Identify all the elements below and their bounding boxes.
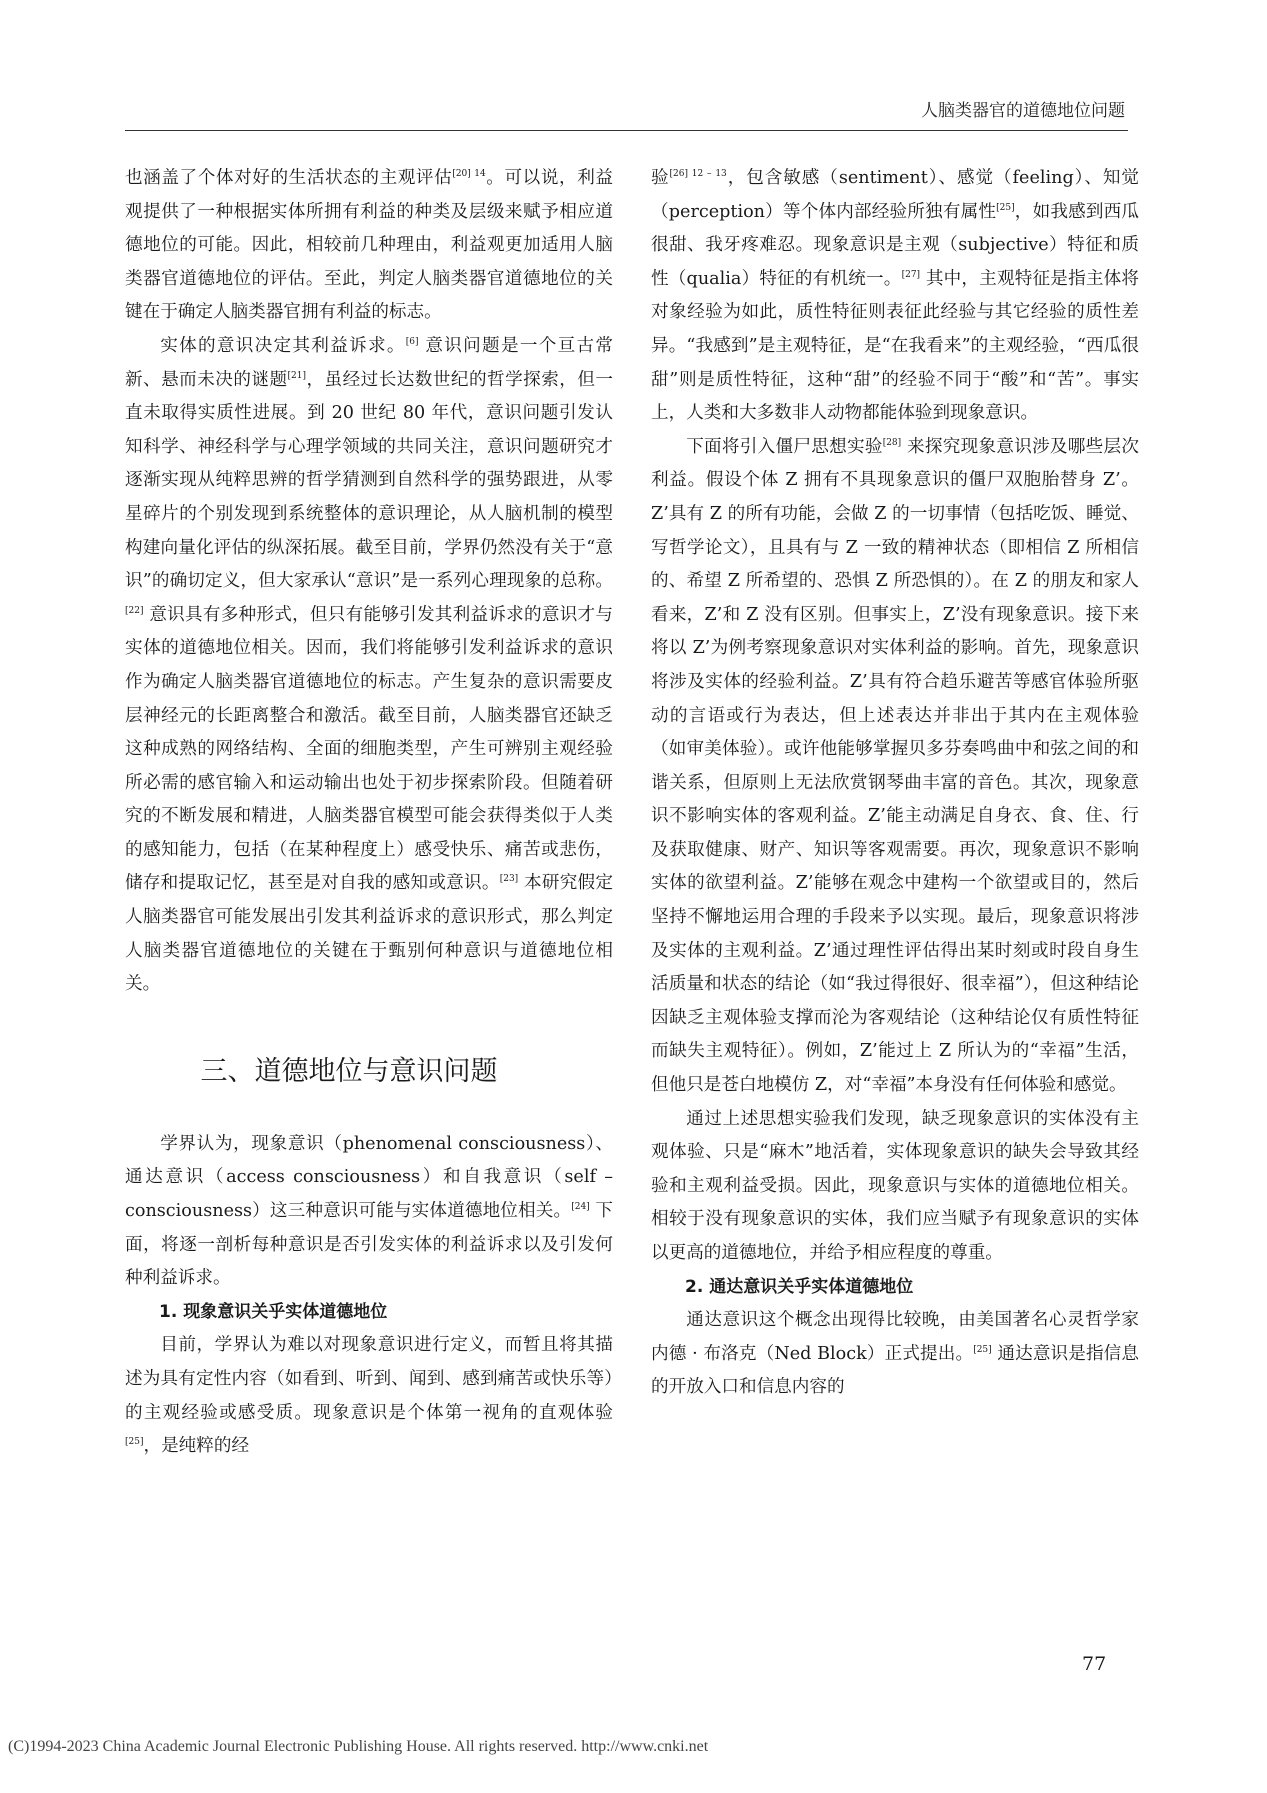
paragraph-text: 来探究现象意识涉及哪些层次利益。假设个体 Z 拥有不具现象意识的僵尸双胞胎替身 Z’。Z’具有 Z 的所有功能，会做 Z 的一切事情（包括吃饭、睡觉、写哲学论文），且具有与 Z 一致的精神状态（即相信 Z 所相信的、希望 Z 所希望的、恐惧 Z 所恐惧的）。在 Z 的朋友和家人看来，Z’和 Z 没有区别。但事实上，Z’没有现象意识。接下来将以 Z’为例考察现象意识对实体利益的影响。首先，现象意识将涉及实体的经验利益。Z’具有符合趋乐避苦等感官体验所驱动的言语或行为表达，但上述表达并非出于其内在主观体验（如审美体验）。或许他能够掌握贝多芬奏鸣曲中和弦之间的和谐关系，但原则上无法欣赏钢琴曲丰富的音色。其次，现象意识不影响实体的客观利益。Z’能主动满足自身衣、食、住、行及获取健康、财产、知识等客观需要。再次，现象意识不影响实体的欲望利益。Z’能够在观念中建构一个欲望或目的，然后坚持不懈地运用合理的手段来予以实现。最后，现象意识将涉及实体的主观利益。Z’通过理性评估得出某时刻或时段自身生活质量和状态的结论（如“我过得很好、很幸福”），但这种结论因缺乏主观体验支撑而沦为客观结论（这种结论仅有质性特征而缺失主观特征）。例如，Z’能过上 Z 所认为的“幸福”生活，但他只是苍白地模仿 Z，对“幸福”本身没有任何体验和感觉。 — [651, 436, 1139, 1096]
citation: [6] — [405, 337, 419, 348]
citation: [22] — [125, 605, 144, 616]
paragraph-text: 通达意识是指信息的开放入口和信息内容的 — [651, 1343, 1139, 1398]
paragraph-text: ，如我感到西瓜很甜、我牙疼难忍。现象意识是主观（subjective）特征和质性（qualia）特征的有机统一。 — [651, 201, 1139, 289]
paragraph: 通过上述思想实验我们发现，缺乏现象意识的实体没有主观体验、只是“麻木”地活着，实体现象意识的缺失会导致其经验和主观利益受损。因此，现象意识与实体的道德地位相关。相较于没有现象意识的实体，我们应当赋予有现象意识的实体以更高的道德地位，并给予相应程度的尊重。 — [651, 1108, 1139, 1263]
paragraph — [651, 162, 1139, 431]
running-header-title: 人脑类器官的道德地位问题 — [921, 101, 1125, 121]
citation: [25] — [996, 202, 1015, 213]
header-rule — [125, 130, 1128, 131]
citation: [20] 14 — [452, 169, 486, 180]
subsection-heading: 2. 通达意识关乎实体道德地位 — [685, 1276, 914, 1297]
paragraph-text: 本研究假定人脑类器官可能发展出引发其利益诉求的意识形式，那么判定人脑类器官道德地位的关键在于甄别何种意识与道德地位相关。 — [125, 873, 613, 995]
right-column — [651, 162, 1139, 1405]
citation: [25] — [973, 1344, 992, 1355]
citation: [27] — [901, 269, 921, 280]
page-number: 77 — [1082, 1653, 1107, 1675]
citation: [21] — [287, 370, 306, 381]
paragraph-text: 也涵盖了个体对好的生活状态的主观评估 — [125, 168, 453, 188]
left-column — [125, 162, 613, 1464]
paragraph-text: 意识具有多种形式，但只有能够引发其利益诉求的意识才与实体的道德地位相关。因而，我们将能够引发利益诉求的意识作为确定人脑类器官道德地位的标志。产生复杂的意识需要皮层神经元的长距离整合和激活。截至目前，人脑类器官还缺乏这种成熟的网络结构、全面的细胞类型，产生可辨别主观经验所必需的感官输入和运动输出也处于初步探索阶段。但随着研究的不断发展和精进，人脑类器官模型可能会获得类似于人类的感知能力，包括（在某种程度上）感受快乐、痛苦或悲伤，储存和提取记忆，甚至是对自我的感知或意识。 — [125, 604, 613, 894]
copyright-notice: (C)1994-2023 China Academic Journal Electronic Publishing House. All rights reserved. http://www.cnki.net — [8, 1738, 709, 1755]
citation: [26] 12 – 13 — [669, 169, 727, 180]
paragraph-text: 目前，学界认为难以对现象意识进行定义，而暂且将其描述为具有定性内容（如看到、听到、闻到、感到痛苦或快乐等）的主观经验或感受质。现象意识是个体第一视角的直观体验 — [125, 1335, 613, 1423]
paragraph — [651, 1304, 1139, 1405]
paragraph-text: 验 — [651, 168, 670, 188]
paragraph-text: 其中，主观特征是指主体将对象经验为如此，质性特征则表征此经验与其它经验的质性差异。“我感到”是主观特征，是“在我看来”的主观经验，“西瓜很甜”则是质性特征，这种“甜”的经验不同于“酸”和“苦”。事实上，人类和大多数非人动物都能体验到现象意识。 — [651, 268, 1139, 424]
paragraph-text: 通达意识这个概念出现得比较晚，由美国著名心灵哲学家内德 · 布洛克（Ned Block）正式提出。 — [651, 1310, 1139, 1364]
paragraph-text: 下面将引入僵尸思想实验 — [686, 436, 883, 457]
paragraph-text: 意识问题是一个亘古常新、悬而未决的谜题 — [125, 335, 613, 390]
paragraph-text: 实体的意识决定其利益诉求。 — [160, 335, 406, 356]
citation: [28] — [882, 437, 902, 448]
paragraph — [125, 330, 613, 1002]
paragraph-text: ，包含敏感（sentiment）、感觉（feeling）、知觉（perception）等个体内部经验所独有属性 — [651, 168, 1139, 222]
citation: [23] — [499, 874, 519, 885]
paragraph-text: 下面，将逐一剖析每种意识是否引发实体的利益诉求以及引发何种利益诉求。 — [125, 1201, 614, 1289]
subsection-heading: 1. 现象意识关乎实体道德地位 — [159, 1301, 388, 1322]
paragraph-text: 。可以说，利益观提供了一种根据实体所拥有利益的种类及层级来赋予相应道德地位的可能。因此，相较前几种理由，利益观更加适用人脑类器官道德地位的评估。至此，判定人脑类器官道德地位的关键在于确定人脑类器官拥有利益的标志。 — [125, 168, 613, 323]
paragraph-text: ，虽经过长达数世纪的哲学探索，但一直未取得实质性进展。到 20 世纪 80 年代，意识问题引发认知科学、神经科学与心理学领域的共同关注，意识问题研究才逐渐实现从纯粹思辨的哲学猜测到自然科学的强势跟进，从零星碎片的个别发现到系统整体的意识理论，从人脑机制的模型构建向量化评估的纵深拓展。截至目前，学界仍然没有关于“意识”的确切定义，但大家承认“意识”是一系列心理现象的总称。 — [125, 369, 613, 592]
paragraph — [651, 431, 1139, 1103]
paragraph-text: ，是纯粹的经 — [143, 1436, 250, 1457]
section-heading: 三、道德地位与意识问题 — [200, 1055, 498, 1087]
paragraph — [125, 162, 613, 330]
paragraph — [125, 1329, 613, 1463]
citation: [25] — [125, 1437, 144, 1448]
paragraph-text: 学界认为，现象意识（phenomenal consciousness）、通达意识（access consciousness）和自我意识（self – consciousness）这三种意识可能与实体道德地位相关。 — [125, 1133, 613, 1222]
citation: [24] — [571, 1202, 590, 1213]
paragraph — [125, 1128, 613, 1296]
